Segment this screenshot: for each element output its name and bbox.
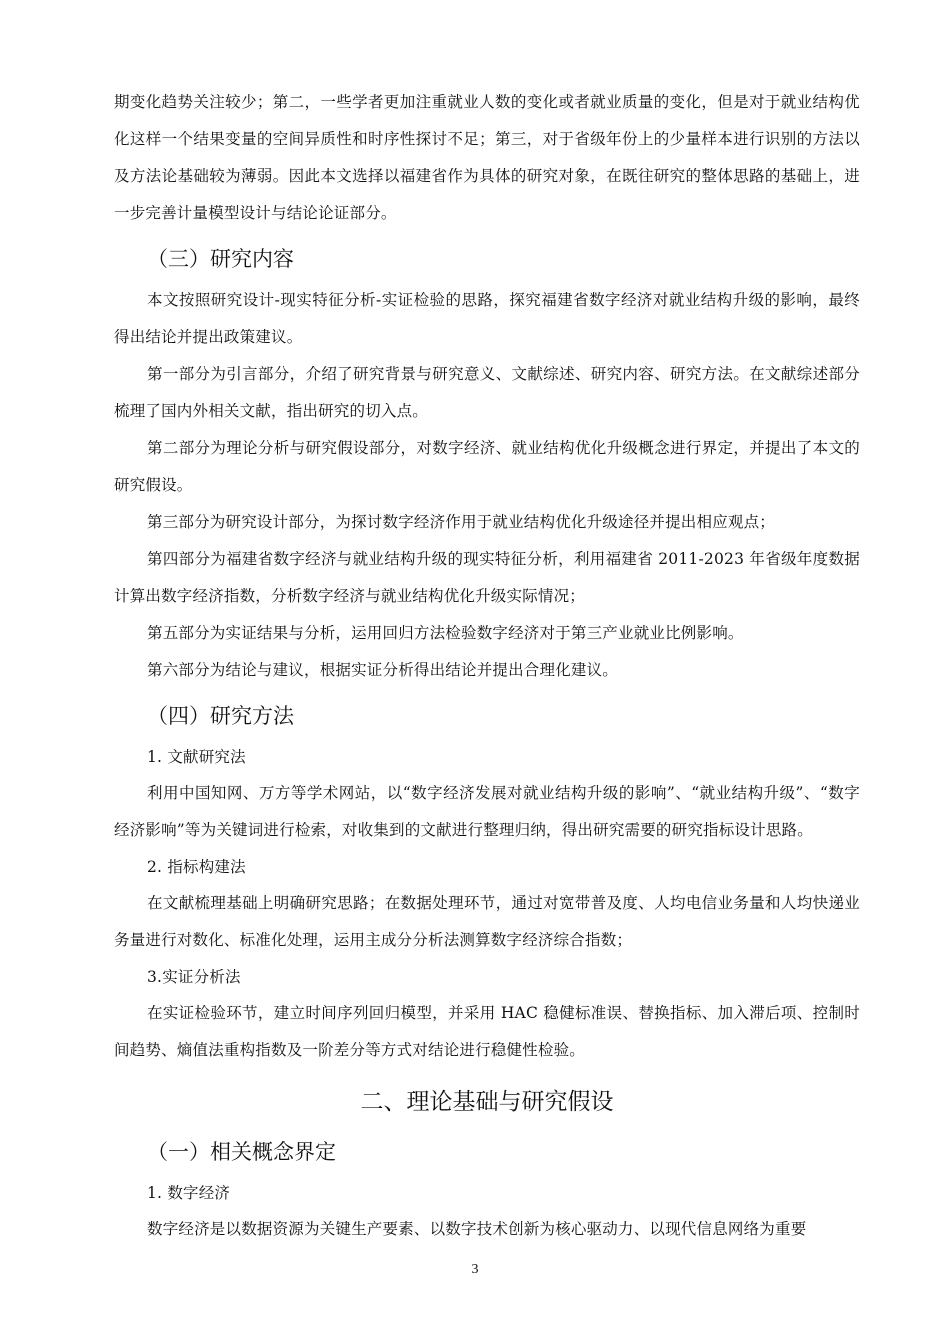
method-text-empirical: 在实证检验环节，建立时间序列回归模型，并采用 HAC 稳健标准误、替换指标、加入滞后项、控制时间趋势、熵值法重构指数及一阶差分等方式对结论进行稳健性检验。 (114, 1004, 860, 1059)
paragraph-part-one: 第一部分为引言部分，介绍了研究背景与研究意义、文献综述、研究内容、研究方法。在文献综述部分梳理了国内外相关文献，指出研究的切入点。 (114, 365, 860, 420)
section-heading-research-methods: （四）研究方法 (147, 704, 294, 728)
paragraph-part-six: 第六部分为结论与建议，根据实证分析得出结论并提出合理化建议。 (147, 661, 619, 679)
paragraph-research-approach: 本文按照研究设计-现实特征分析-实证检验的思路，探究福建省数字经济对就业结构升级的影响，最终得出结论并提出政策建议。 (114, 291, 860, 346)
chapter-heading-theory: 二、理论基础与研究假设 (360, 1089, 614, 1115)
page-number: 3 (471, 1262, 479, 1277)
method-title-literature: 1. 文献研究法 (147, 748, 246, 766)
concept-title-digital-economy: 1. 数字经济 (147, 1184, 231, 1202)
paragraph-part-three: 第三部分为研究设计部分，为探讨数字经济作用于就业结构优化升级途径并提出相应观点； (147, 513, 776, 531)
paragraph-part-two: 第二部分为理论分析与研究假设部分，对数字经济、就业结构优化升级概念进行界定，并提出了本文的研究假设。 (114, 439, 860, 494)
paragraph-part-four: 第四部分为福建省数字经济与就业结构升级的现实特征分析，利用福建省 2011-2023 年省级年度数据计算出数字经济指数，分析数字经济与就业结构优化升级实际情况； (114, 550, 860, 605)
section-heading-research-content: （三）研究内容 (147, 247, 294, 271)
method-title-empirical: 3.实证分析法 (147, 968, 241, 986)
section-heading-concepts: （一）相关概念界定 (147, 1140, 336, 1164)
method-text-literature: 利用中国知网、万方等学术网站，以“数字经济发展对就业结构升级的影响”、“就业结构升级”、“数字经济影响”等为关键词进行检索，对收集到的文献进行整理归纳，得出研究需要的研究指标设计思路。 (114, 784, 860, 839)
method-text-indicator: 在文献梳理基础上明确研究思路；在数据处理环节，通过对宽带普及度、人均电信业务量和人均快递业务量进行对数化、标准化处理，运用主成分分析法测算数字经济综合指数； (114, 894, 860, 949)
concept-text-digital-economy: 数字经济是以数据资源为关键生产要素、以数字技术创新为核心驱动力、以现代信息网络为重要 (147, 1220, 807, 1238)
paragraph-intro-continuation: 期变化趋势关注较少；第二，一些学者更加注重就业人数的变化或者就业质量的变化，但是对于就业结构优化这样一个结果变量的空间异质性和时序性探讨不足；第三，对于省级年份上的少量样本进行识别的方法以及方法论基础较为薄弱。因此本文选择以福建省作为具体的研究对象，在既往研究的整体思路的基础上，进一步完善计量模型设计与结论论证部分。 (114, 93, 860, 222)
paragraph-part-five: 第五部分为实证结果与分析，运用回归方法检验数字经济对于第三产业就业比例影响。 (147, 624, 744, 642)
method-title-indicator: 2. 指标构建法 (147, 858, 246, 876)
page-content (114, 84, 860, 1248)
